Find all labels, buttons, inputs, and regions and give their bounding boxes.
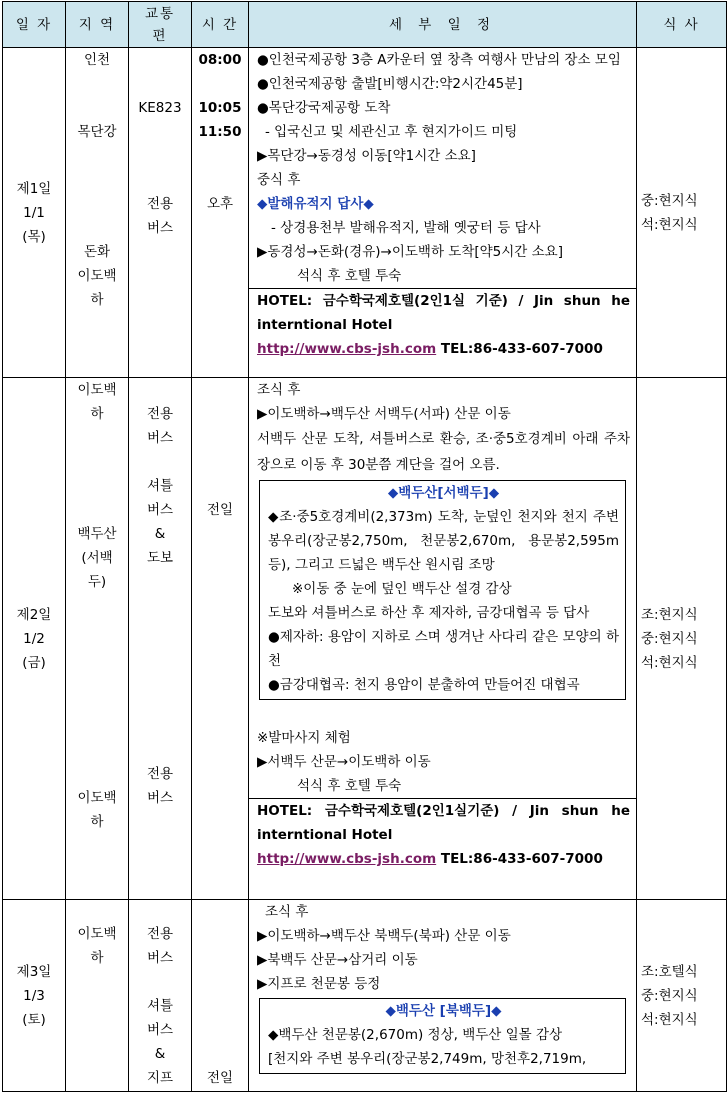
schedule-line: ▶이도백하→백두산 서백두(서파) 산문 이동 [257, 406, 511, 422]
meal-line: 석:현지식 [641, 654, 698, 671]
day3-weekday-label: (토) [22, 1011, 46, 1028]
schedule-line: ▶서백두 산문→이도백하 이동 [257, 754, 431, 770]
day2-row [3, 378, 727, 900]
hotel-link[interactable]: http://www.cbs-jsh.com [257, 851, 437, 867]
day2-transport [129, 378, 192, 900]
region-line: (서백 [81, 550, 113, 566]
day2-date [3, 378, 66, 900]
day3-day-label: 제3일 [16, 963, 52, 980]
meal-line: 조:호텔식 [641, 963, 698, 980]
day2-highlight-box [259, 480, 626, 700]
schedule-highlight: ◆발해유적지 답사◆ [257, 196, 374, 212]
transport-line: 버스 [146, 502, 174, 518]
region-line: 하 [90, 950, 104, 966]
header-transport: 교통편 [129, 2, 192, 48]
schedule-line: ▶이도백하→백두산 북백두(북파) 산문 이동 [257, 928, 511, 944]
transport-line: 셔틀 [146, 478, 174, 494]
header-time: 시 간 [192, 2, 249, 48]
schedule-line: 조식 후 [265, 904, 309, 920]
day2-region [66, 378, 129, 900]
schedule-line: ※발마사지 체험 [257, 730, 351, 746]
hotel-name: HOTEL: 금수학국제호텔(2인1실 기준) / Jin shun he interntional Hotel [257, 293, 630, 333]
meal-line: 중:현지식 [641, 987, 698, 1004]
schedule-line: 석식 후 호텔 투숙 [297, 778, 402, 794]
time-line: 전일 [206, 1070, 234, 1086]
meal-line: 석:현지식 [641, 216, 698, 233]
day3-row [3, 900, 727, 1092]
day2-meal [637, 378, 727, 900]
day3-date-label: 1/3 [23, 987, 45, 1004]
time-line: 08:00 [198, 52, 242, 68]
region-line: 인천 [83, 52, 111, 68]
header-row [3, 2, 727, 48]
transport-line: 버스 [146, 220, 174, 236]
time-line: 11:50 [198, 124, 242, 140]
box-title: ◆백두산 [북백두]◆ [385, 1003, 502, 1019]
schedule-line: ▶목단강→동경성 이동[약1시간 소요] [257, 148, 476, 164]
meal-line: 석:현지식 [641, 1011, 698, 1028]
schedule-line: - 상경용천부 발해유적지, 발해 옛궁터 등 답사 [271, 220, 541, 236]
schedule-line: ●인천국제공항 3층 A카운터 옆 창측 여행사 만남의 장소 모임 [257, 52, 621, 68]
transport-line: 버스 [146, 430, 174, 446]
day2-weekday-label: (금) [22, 654, 46, 671]
transport-line: 지프 [146, 1070, 174, 1086]
box-line: ◆조·중5호경계비(2,373m) 도착, 눈덮인 천지와 천지 주변 봉우리(장군봉2,750m, 천문봉2,670m, 용문봉2,595m 등), 그리고 드넓은 백두산 원시림 조망 [268, 509, 619, 573]
region-line: 두) [87, 574, 107, 590]
region-line: 이도백 [77, 268, 117, 284]
day1-region [66, 48, 129, 378]
schedule-line: ▶동경성→돈화(경유)→이도백하 도착[약5시간 소요] [257, 244, 563, 260]
day1-row [3, 48, 727, 378]
schedule-line: 중식 후 [257, 172, 301, 188]
hotel-name: HOTEL: 금수학국제호텔(2인1실기준) / Jin shun he interntional Hotel [257, 803, 630, 843]
schedule-line: ▶지프로 천문봉 등정 [257, 976, 381, 992]
schedule-line: ●목단강국제공항 도착 [257, 100, 391, 116]
day3-transport [129, 900, 192, 1092]
box-line: [천지와 주변 봉우리(장군봉2,749m, 망천후2,719m, [268, 1051, 587, 1067]
transport-line: 전용 [146, 196, 174, 212]
day2-schedule [249, 378, 637, 900]
day1-time [192, 48, 249, 378]
region-line: 하 [90, 292, 104, 308]
meal-line: 중:현지식 [641, 192, 698, 209]
hotel-link[interactable]: http://www.cbs-jsh.com [257, 341, 437, 357]
region-line: 돈화 [83, 244, 111, 260]
transport-line: 버스 [146, 950, 174, 966]
day3-meal [637, 900, 727, 1092]
region-line: 하 [90, 406, 104, 422]
day2-hotel [249, 798, 636, 871]
transport-line: 전용 [146, 406, 174, 422]
transport-line: 전용 [146, 766, 174, 782]
day1-weekday-label: (목) [22, 228, 46, 245]
schedule-line: - 입국신고 및 세관신고 후 현지가이드 미팅 [265, 124, 518, 140]
box-line: ●제자하: 용암이 지하로 스며 생겨난 사다리 같은 모양의 하천 [268, 629, 619, 669]
transport-line: 도보 [146, 550, 174, 566]
transport-line: 버스 [146, 1022, 174, 1038]
time-line: 오후 [206, 196, 234, 212]
day1-date-label: 1/1 [23, 204, 45, 221]
transport-line: 전용 [146, 926, 174, 942]
box-title: ◆백두산[서백두]◆ [387, 485, 500, 501]
time-line: 10:05 [198, 100, 242, 116]
day1-date [3, 48, 66, 378]
transport-line: 셔틀 [146, 998, 174, 1014]
day3-schedule [249, 900, 637, 1092]
region-line: 하 [90, 814, 104, 830]
transport-line: KE823 [138, 100, 182, 116]
day2-time [192, 378, 249, 900]
itinerary-table [2, 1, 727, 1092]
header-schedule: 세 부 일 정 [249, 2, 637, 48]
hotel-tel: TEL:86-433-607-7000 [440, 851, 603, 867]
box-line: 도보와 셔틀버스로 하산 후 제자하, 금강대협곡 등 답사 [268, 605, 590, 621]
day1-hotel [249, 288, 636, 361]
day2-date-label: 1/2 [23, 630, 45, 647]
header-day: 일 자 [3, 2, 66, 48]
day3-region [66, 900, 129, 1092]
header-region: 지 역 [66, 2, 129, 48]
meal-line: 조:현지식 [641, 606, 698, 623]
box-line: ●금강대협곡: 천지 용암이 분출하여 만들어진 대협곡 [268, 677, 580, 693]
hotel-tel: TEL:86-433-607-7000 [440, 341, 603, 357]
schedule-line: 조식 후 [257, 382, 301, 398]
day1-day-label: 제1일 [16, 180, 52, 197]
day3-highlight-box [259, 998, 626, 1074]
transport-line: & [154, 526, 166, 542]
day1-meal [637, 48, 727, 378]
header-meal: 식 사 [637, 2, 727, 48]
transport-line: & [154, 1046, 166, 1062]
schedule-line: ▶북백두 산문→삼거리 이동 [257, 952, 418, 968]
day2-day-label: 제2일 [16, 606, 52, 623]
day3-date [3, 900, 66, 1092]
region-line: 목단강 [77, 124, 117, 140]
day1-transport [129, 48, 192, 378]
schedule-line: ●인천국제공항 출발[비행시간:약2시간45분] [257, 76, 523, 92]
time-line: 전일 [206, 502, 234, 518]
day1-schedule [249, 48, 637, 378]
box-line: ◆백두산 천문봉(2,670m) 정상, 백두산 일몰 감상 [268, 1027, 563, 1043]
meal-line: 중:현지식 [641, 630, 698, 647]
box-line: ※이동 중 눈에 덮인 백두산 설경 감상 [292, 581, 512, 597]
transport-line: 버스 [146, 790, 174, 806]
region-line: 이도백 [77, 382, 117, 398]
schedule-line: 석식 후 호텔 투숙 [297, 268, 402, 284]
day3-time [192, 900, 249, 1092]
region-line: 백두산 [77, 526, 117, 542]
schedule-line: 서백두 산문 도착, 셔틀버스로 환승, 조·중5호경계비 아래 주차장으로 이동 후 30분쯤 계단을 걸어 오름. [257, 431, 630, 473]
region-line: 이도백 [77, 926, 117, 942]
region-line: 이도백 [77, 790, 117, 806]
